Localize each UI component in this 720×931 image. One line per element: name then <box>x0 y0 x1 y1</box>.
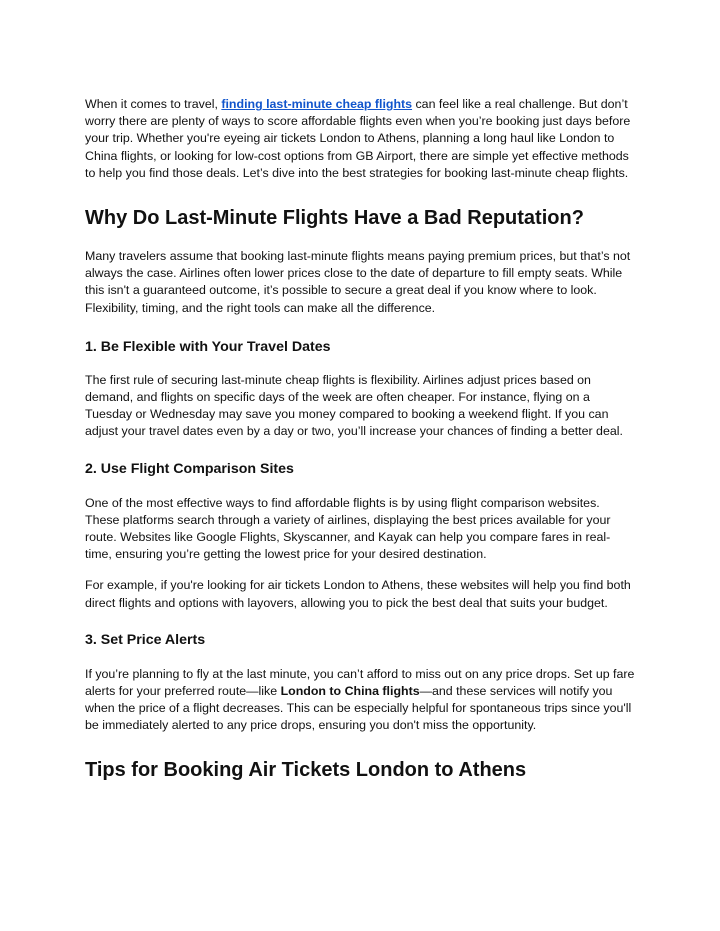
intro-paragraph <box>85 96 637 182</box>
cheap-flights-link[interactable]: finding last-minute cheap flights <box>221 97 413 111</box>
flexible-dates-paragraph: The first rule of securing last-minute cheap flights is flexibility. Airlines adjust prices based on demand, and flights on specific days of the week are often cheaper. For instance, flying on a Tuesday or Wednesday may save you money compared to booking a weekend flight. If you can adjust your travel dates even by a day or two, you’ll increase your chances of finding a better deal. <box>85 372 623 439</box>
document-page <box>85 96 637 782</box>
flexible-dates-heading: 1. Be Flexible with Your Travel Dates <box>85 338 331 355</box>
comparison-sites-paragraph-1: One of the most effective ways to find affordable flights is by using flight comparison websites. These platforms search through a variety of airlines, displaying the best prices available for your route. Websites like Google Flights, Skyscanner, and Kayak can help you compare fares in real-time, ensuring you’re getting the lowest price for your desired destination. <box>85 495 611 562</box>
price-alerts-heading: 3. Set Price Alerts <box>85 631 206 648</box>
tips-heading: Tips for Booking Air Tickets London to Athens <box>85 758 527 781</box>
intro-text-before: When it comes to travel, <box>85 97 222 111</box>
alerts-text-before: If you’re planning to fly at the last minute, you can’t afford to miss out on any price drops. Set up fare alerts for your preferred route—like <box>85 666 635 699</box>
why-heading: Why Do Last-Minute Flights Have a Bad Reputation? <box>85 207 584 230</box>
alerts-bold-route: London to China flights <box>280 684 420 699</box>
price-alerts-paragraph <box>85 666 637 735</box>
comparison-sites-paragraph-2: For example, if you're looking for air tickets London to Athens, these websites will help you find both direct flights and options with layovers, allowing you to pick the best deal that suits your budget. <box>85 578 631 610</box>
why-paragraph: Many travelers assume that booking last-minute flights means paying premium prices, but that’s not always the case. Airlines often lower prices close to the date of departure to fill empty seats. While this isn't a guaranteed outcome, it’s possible to secure a great deal if you know where to look. Flexibility, timing, and the right tools can make all the difference. <box>85 249 631 315</box>
alerts-text-after: —and these services will notify you when the price of a flight decreases. This can be especially helpful for spontaneous trips since you'll be immediately alerted to any price drops, ensuring you don't miss the opportunity. <box>85 684 632 733</box>
intro-text-after: can feel like a real challenge. But don’t worry there are plenty of ways to score affordable flights even when you’re booking just days before your trip. Whether you're eyeing air tickets London to Athens, planning a long haul like London to China flights, or looking for low-cost options from GB Airport, there are simple yet effective methods to help you find those deals. Let’s dive into the best strategies for booking last-minute cheap flights. <box>85 97 631 180</box>
comparison-sites-heading: 2. Use Flight Comparison Sites <box>85 460 294 477</box>
